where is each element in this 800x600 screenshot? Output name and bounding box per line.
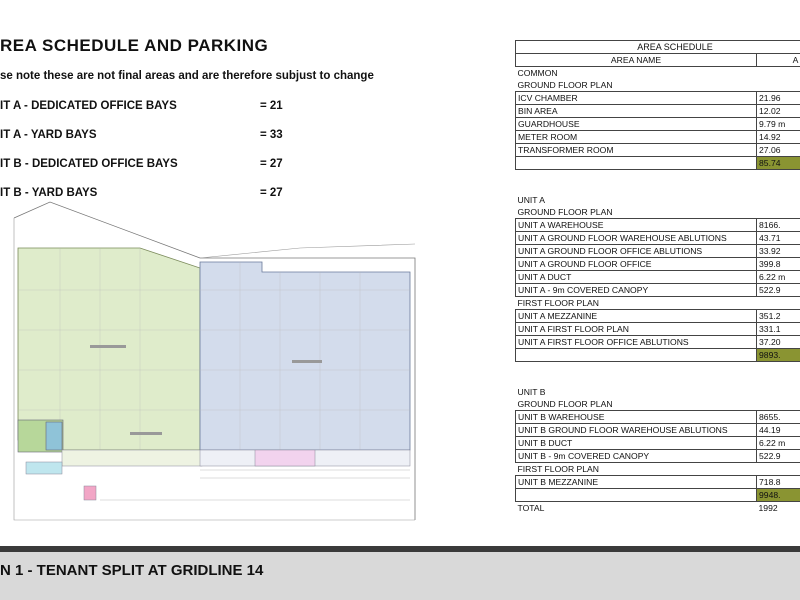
column-header-area-name: AREA NAME — [516, 54, 757, 67]
grand-total-row — [516, 502, 800, 515]
table-row: UNIT A FIRST FLOOR OFFICE ABLUTIONS 37.20 — [516, 336, 800, 349]
table-row: UNIT B MEZZANINE 718.8 — [516, 476, 800, 489]
table-row: BIN AREA 12.02 — [516, 105, 800, 118]
table-row: UNIT B GROUND FLOOR WAREHOUSE ABLUTIONS 44.19 — [516, 424, 800, 437]
road-edge — [200, 244, 415, 258]
table-row: GUARDHOUSE 9.79 m — [516, 118, 800, 131]
common-total: 85.74 — [757, 157, 800, 170]
subsection-unit-b-ground: GROUND FLOOR PLAN — [517, 399, 613, 409]
bay-value-unit-b-office: = 27 — [260, 158, 283, 170]
unit-b-canopy-highlight — [255, 450, 315, 466]
unit-a-total-row — [516, 349, 800, 362]
bay-label-unit-b-office: IT B - DEDICATED OFFICE BAYS — [0, 158, 178, 170]
table-row: UNIT B WAREHOUSE 8655. — [516, 411, 800, 424]
subsection-unit-b-first: FIRST FLOOR PLAN — [517, 464, 599, 474]
unit-b-total: 9948. — [757, 489, 800, 502]
table-row: UNIT B - 9m COVERED CANOPY 522.9 — [516, 450, 800, 463]
table-row: UNIT A GROUND FLOOR OFFICE 399.8 — [516, 258, 800, 271]
table-row: ICV CHAMBER 21.96 — [516, 92, 800, 105]
section-common: COMMON — [517, 68, 558, 78]
section-unit-a: UNIT A — [517, 195, 546, 205]
guardhouse — [84, 486, 96, 500]
table-row: UNIT A MEZZANINE 351.2 — [516, 310, 800, 323]
table-row: UNIT A DUCT 6.22 m — [516, 271, 800, 284]
subsection-unit-a-ground: GROUND FLOOR PLAN — [517, 207, 613, 217]
unit-b-warehouse — [200, 262, 410, 450]
common-total-row — [516, 157, 800, 170]
bay-label-unit-b-yard: IT B - YARD BAYS — [0, 187, 98, 199]
unit-a-room-label — [90, 345, 126, 348]
site-plan-drawing — [0, 200, 450, 530]
bay-value-unit-a-office: = 21 — [260, 100, 283, 112]
unit-a-canopy — [62, 450, 202, 466]
table-row: UNIT A - 9m COVERED CANOPY 522.9 — [516, 284, 800, 297]
unit-b-total-row — [516, 489, 800, 502]
schedule-title: AREA SCHEDULE — [516, 41, 800, 54]
bay-value-unit-b-yard: = 27 — [260, 187, 283, 199]
table-row: UNIT B DUCT 6.22 m — [516, 437, 800, 450]
parking-area — [26, 462, 62, 474]
grand-total-label: TOTAL — [517, 503, 545, 513]
parking-bays — [100, 470, 410, 500]
area-schedule-table — [515, 40, 800, 514]
bay-label-unit-a-yard: IT A - YARD BAYS — [0, 129, 97, 141]
table-row: TRANSFORMER ROOM 27.06 — [516, 144, 800, 157]
unit-a-ablutions — [46, 422, 62, 450]
section-unit-b: UNIT B — [517, 387, 546, 397]
column-header-area: A — [757, 54, 800, 67]
option-caption: N 1 - TENANT SPLIT AT GRIDLINE 14 — [0, 562, 264, 579]
bay-label-unit-a-office: IT A - DEDICATED OFFICE BAYS — [0, 100, 177, 112]
table-row: UNIT A GROUND FLOOR OFFICE ABLUTIONS 33.92 — [516, 245, 800, 258]
subsection-unit-a-first: FIRST FLOOR PLAN — [517, 298, 599, 308]
table-row: UNIT A WAREHOUSE 8166. — [516, 219, 800, 232]
disclaimer-note: se note these are not final areas and are therefore subjust to change — [0, 70, 374, 82]
unit-b-room-label — [292, 360, 322, 363]
table-row: METER ROOM 14.92 — [516, 131, 800, 144]
unit-a-total: 9893. — [757, 349, 800, 362]
table-row: UNIT A GROUND FLOOR WAREHOUSE ABLUTIONS 43.71 — [516, 232, 800, 245]
page-title: REA SCHEDULE AND PARKING — [0, 36, 269, 55]
canopy-label — [130, 432, 162, 435]
grand-total-value: 1992 — [758, 503, 778, 513]
table-row: UNIT A FIRST FLOOR PLAN 331.1 — [516, 323, 800, 336]
bay-value-unit-a-yard: = 33 — [260, 129, 283, 141]
subsection-common-ground: GROUND FLOOR PLAN — [517, 80, 613, 90]
